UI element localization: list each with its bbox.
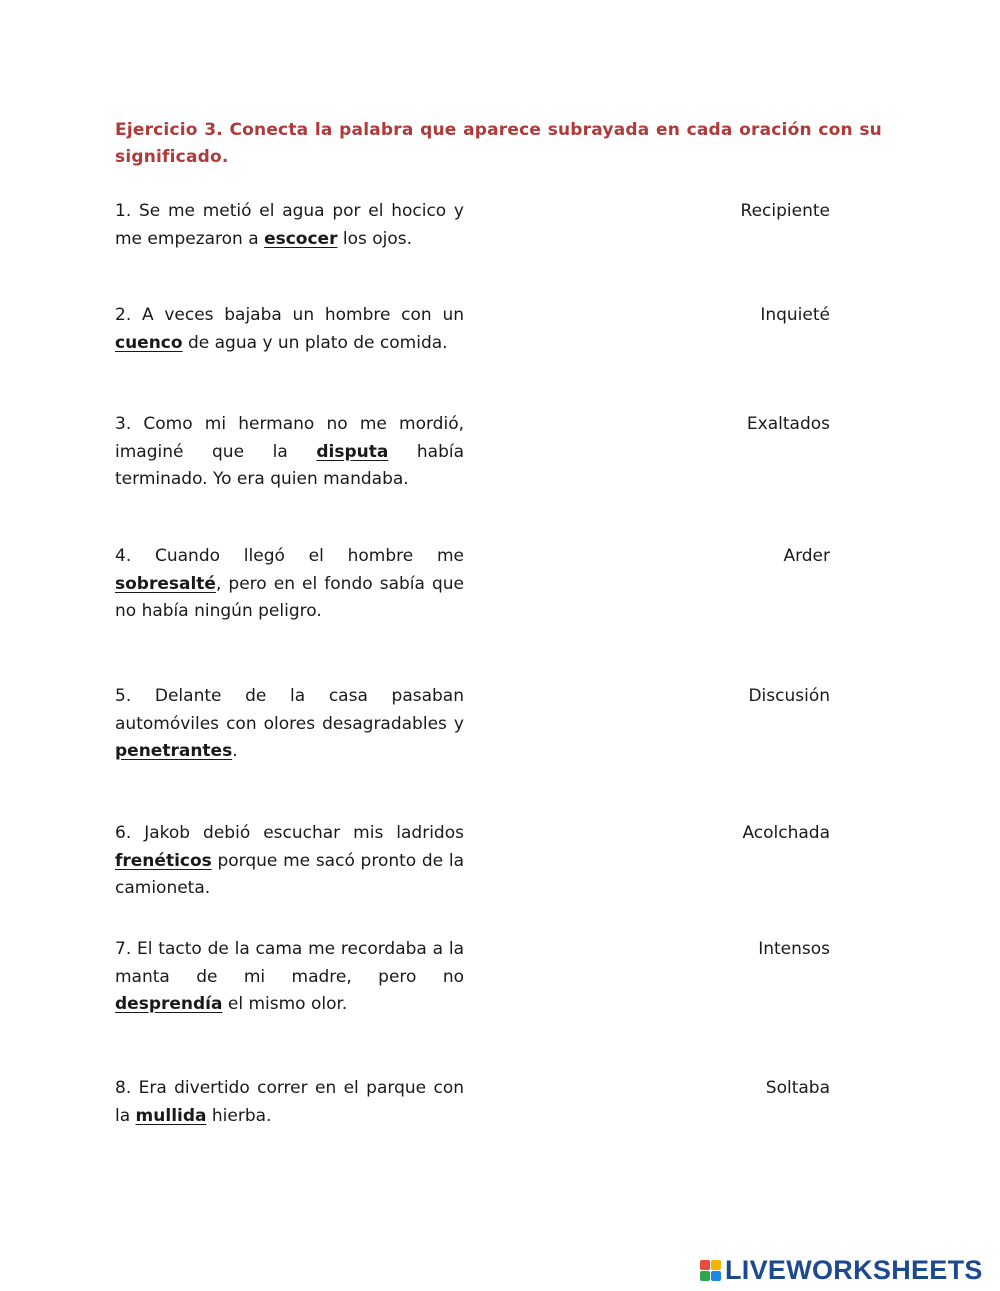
logo-mark-icon xyxy=(700,1260,721,1281)
sentence-text: 6. Jakob debió escuchar mis ladridos xyxy=(115,823,464,843)
sentence-text: hierba. xyxy=(206,1105,272,1126)
sentence-6 xyxy=(115,820,464,903)
sentence-text: los ojos. xyxy=(337,228,413,249)
sentence-3 xyxy=(115,411,464,494)
underlined-word: disputa xyxy=(316,441,389,462)
exercise-instructions: Ejercicio 3. Conecta la palabra que aparece subrayada en cada oración con su significado. xyxy=(115,120,882,167)
logo-text: LIVEWORKSHEETS xyxy=(725,1254,983,1285)
sentence-text: 1. Se me metió el agua por el hocico y me empezaron a xyxy=(115,201,464,249)
sentence-text: , pero en el fondo sabía que no había ningún peligro. xyxy=(115,573,464,621)
sentence-8 xyxy=(115,1075,464,1130)
logo-square-l xyxy=(700,1260,710,1270)
underlined-word: desprendía xyxy=(115,994,223,1014)
sentence-text: 8. Era divertido correr en el parque con la xyxy=(115,1078,464,1126)
sentence-text: 5. Delante de la casa pasaban automóviles con olores desagradables y xyxy=(115,686,464,734)
option-soltaba[interactable]: Soltaba xyxy=(765,1078,830,1098)
underlined-word: sobresalté xyxy=(115,573,216,594)
option-acolchada[interactable]: Acolchada xyxy=(742,823,830,843)
sentence-text: 7. El tacto de la cama me recordaba a la manta de mi madre, pero no xyxy=(115,939,464,987)
logo-square-e xyxy=(711,1271,721,1281)
underlined-word: cuenco xyxy=(115,332,183,353)
option-exaltados[interactable]: Exaltados xyxy=(746,414,830,434)
option-inquiete[interactable]: Inquieté xyxy=(760,305,830,325)
option-intensos[interactable]: Intensos xyxy=(758,939,830,959)
option-discusion[interactable]: Discusión xyxy=(748,686,830,706)
sentence-4 xyxy=(115,543,464,626)
sentence-text: había terminado. Yo era quien mandaba. xyxy=(115,441,465,489)
sentence-5 xyxy=(115,683,464,766)
sentence-text: de agua y un plato de comida. xyxy=(182,332,448,353)
sentence-text: 4. Cuando llegó el hombre me xyxy=(115,546,464,566)
option-arder[interactable]: Arder xyxy=(783,546,830,566)
underlined-word: frenéticos xyxy=(115,850,212,871)
underlined-word: mullida xyxy=(135,1105,207,1126)
sentence-text: 3. Como mi hermano no me mordió, imaginé que la xyxy=(115,414,464,462)
underlined-word: penetrantes xyxy=(115,741,233,761)
logo-square-i xyxy=(711,1260,721,1270)
sentence-text: porque me sacó pronto de la camioneta. xyxy=(115,850,464,898)
sentence-7 xyxy=(115,936,464,1019)
sentence-text: 2. A veces bajaba un hombre con un xyxy=(115,305,464,325)
option-recipiente[interactable]: Recipiente xyxy=(740,201,830,221)
sentence-text: . xyxy=(232,741,238,761)
sentence-1 xyxy=(115,198,464,253)
sentence-2 xyxy=(115,302,464,357)
logo-square-v xyxy=(700,1271,710,1281)
liveworksheets-logo xyxy=(700,1252,983,1288)
underlined-word: escocer xyxy=(264,228,338,249)
sentence-text: el mismo olor. xyxy=(222,994,348,1014)
